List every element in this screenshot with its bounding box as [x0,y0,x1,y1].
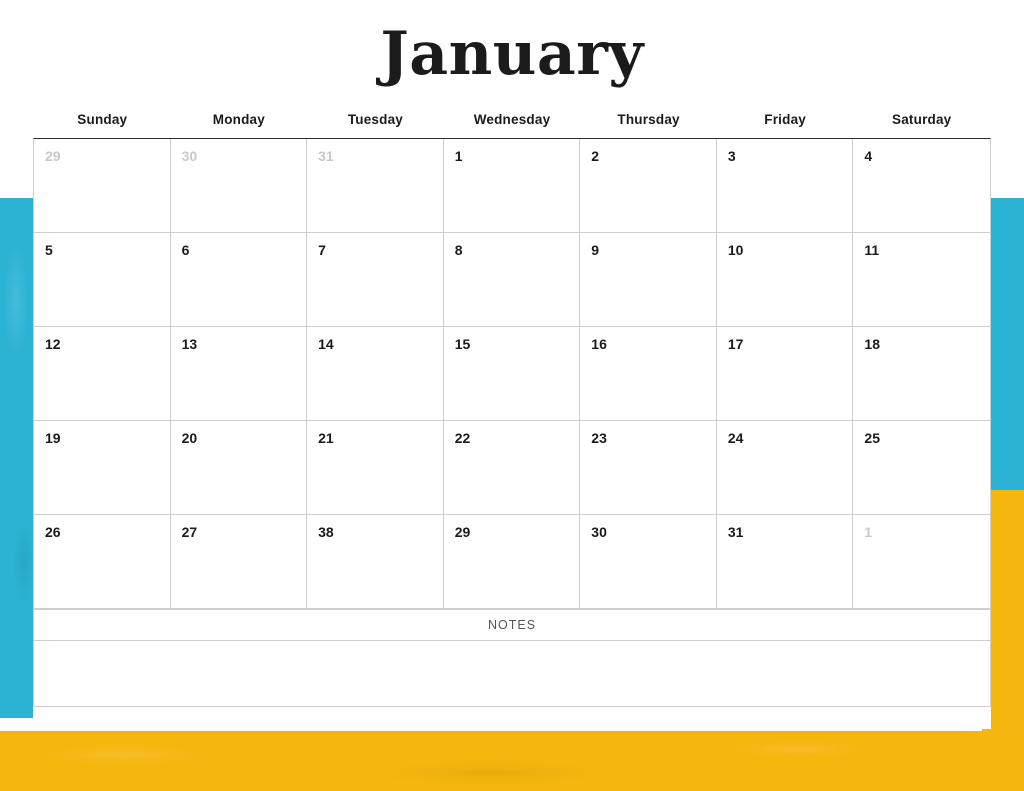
calendar-day-number: 31 [318,148,334,164]
calendar-day-cell[interactable] [444,421,581,515]
calendar-day-number: 5 [45,242,53,258]
calendar-day-number: 30 [181,148,198,164]
calendar-day-cell[interactable] [307,139,444,233]
weekday-header-row [33,112,991,138]
calendar-day-number: 14 [318,336,334,352]
calendar-day-number: 6 [181,242,190,258]
weekday-wednesday: Wednesday [473,112,551,127]
calendar-day-number: 13 [181,336,198,352]
calendar-day-cell[interactable] [580,327,717,421]
calendar-day-number: 19 [45,430,61,446]
calendar-day-cell[interactable] [171,233,308,327]
calendar-day-number: 2 [591,148,600,164]
calendar-day-number: 16 [591,336,607,352]
calendar-day-number: 24 [727,430,744,446]
calendar-day-number: 18 [864,336,880,352]
calendar-day-cell[interactable] [580,139,717,233]
weekday-sunday: Sunday [77,112,128,127]
calendar-day-number: 4 [864,148,873,164]
weekday-friday: Friday [764,112,806,127]
calendar-day-cell[interactable] [580,421,717,515]
calendar-day-number: 21 [318,430,334,446]
calendar-day-cell[interactable] [34,515,171,609]
calendar-day-cell[interactable] [307,233,444,327]
calendar-day-number: 15 [454,336,471,352]
calendar-day-cell[interactable] [307,421,444,515]
calendar-day-number: 20 [181,430,198,446]
calendar-day-number: 29 [45,148,61,164]
calendar-day-cell[interactable] [171,139,308,233]
calendar-day-cell[interactable] [444,327,581,421]
calendar-day-cell[interactable] [171,327,308,421]
calendar-day-number: 11 [864,242,880,258]
calendar-day-cell[interactable] [171,421,308,515]
calendar-day-number: 3 [727,148,736,164]
notes-divider [34,640,990,641]
calendar-day-cell[interactable] [717,327,854,421]
notes-section[interactable] [33,610,991,707]
calendar-day-cell[interactable] [34,327,171,421]
calendar-day-number: 8 [454,242,463,258]
calendar-day-cell[interactable] [444,233,581,327]
calendar-day-cell[interactable] [853,421,990,515]
calendar-sheet [33,0,991,729]
calendar-day-cell[interactable] [717,515,854,609]
weekday-tuesday: Tuesday [347,112,403,127]
calendar-day-cell[interactable] [717,139,854,233]
calendar-day-cell[interactable] [580,233,717,327]
calendar-day-number: 27 [181,524,198,540]
notes-label: NOTES [487,618,537,632]
calendar-day-cell[interactable] [171,515,308,609]
calendar-day-number: 7 [318,242,326,258]
weekday-monday: Monday [212,112,265,127]
calendar-day-number: 1 [454,148,463,164]
calendar-day-number: 9 [591,242,600,258]
calendar-day-number: 1 [864,524,873,540]
calendar-day-cell[interactable] [717,233,854,327]
calendar-day-cell[interactable] [444,515,581,609]
weekday-saturday: Saturday [892,112,952,127]
calendar-day-number: 17 [727,336,744,352]
calendar-day-cell[interactable] [853,327,990,421]
calendar-day-cell[interactable] [34,421,171,515]
calendar-day-cell[interactable] [717,421,854,515]
calendar-day-number: 31 [727,524,744,540]
calendar-day-number: 12 [45,336,61,352]
calendar-day-number: 38 [318,524,334,540]
calendar-day-cell[interactable] [444,139,581,233]
calendar-day-cell[interactable] [853,233,990,327]
calendar-day-cell[interactable] [307,515,444,609]
calendar-day-number: 25 [864,430,880,446]
calendar-day-cell[interactable] [853,139,990,233]
calendar-day-cell[interactable] [34,233,171,327]
calendar-day-number: 22 [454,430,471,446]
calendar-day-grid [33,138,991,610]
calendar-day-cell[interactable] [34,139,171,233]
calendar-day-number: 10 [727,242,744,258]
calendar-day-number: 29 [454,524,471,540]
month-title: January [380,19,644,89]
calendar-day-cell[interactable] [580,515,717,609]
decorative-yellow-bottom-band [0,731,1024,791]
calendar-day-cell[interactable] [307,327,444,421]
calendar-day-number: 23 [591,430,607,446]
calendar-day-number: 30 [591,524,607,540]
calendar-day-cell[interactable] [853,515,990,609]
calendar-day-number: 26 [45,524,61,540]
weekday-thursday: Thursday [617,112,680,127]
